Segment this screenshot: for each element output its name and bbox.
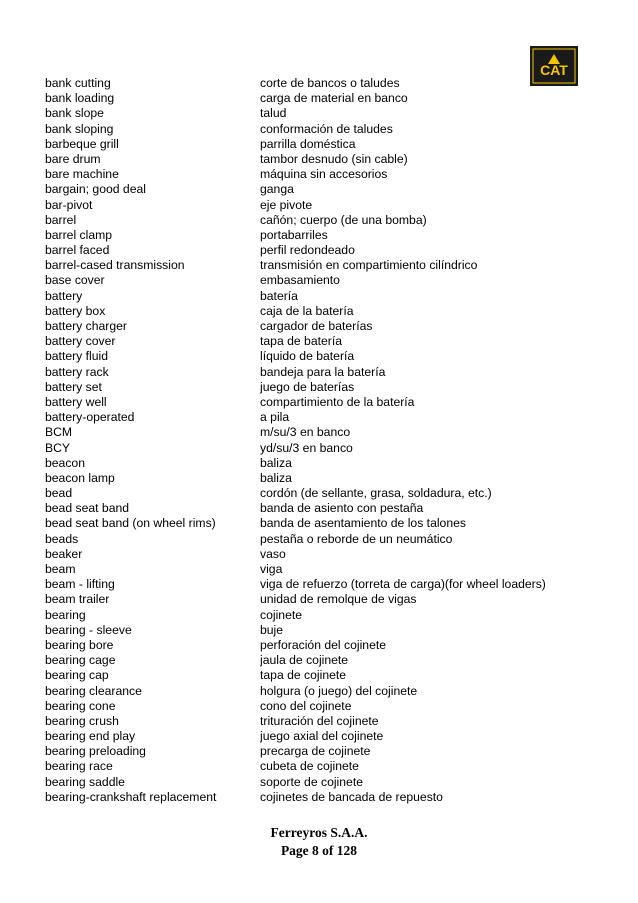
glossary-translation: cordón (de sellante, grasa, soldadura, etc.) bbox=[260, 486, 492, 501]
glossary-translation: compartimiento de la batería bbox=[260, 394, 415, 409]
glossary-term: barrel clamp bbox=[45, 227, 113, 242]
glossary-row bbox=[45, 349, 605, 364]
glossary-translation: baliza bbox=[260, 455, 292, 470]
glossary-translation: cono del cojinete bbox=[260, 698, 352, 713]
glossary-row bbox=[45, 759, 605, 774]
glossary-term: bearing cap bbox=[45, 668, 109, 683]
glossary-translation: baliza bbox=[260, 470, 292, 485]
glossary-table bbox=[45, 76, 605, 805]
glossary-term: bead bbox=[45, 486, 73, 501]
glossary-translation: tapa de batería bbox=[260, 334, 342, 349]
glossary-translation: carga de material en banco bbox=[260, 91, 408, 106]
glossary-translation: ganga bbox=[260, 182, 294, 197]
glossary-translation: pestaña o reborde de un neumático bbox=[260, 531, 453, 546]
glossary-term: bank loading bbox=[45, 91, 115, 106]
glossary-translation: perfil redondeado bbox=[260, 243, 355, 258]
glossary-term: battery box bbox=[45, 303, 106, 318]
glossary-row bbox=[45, 699, 605, 714]
glossary-translation: cubeta de cojinete bbox=[260, 759, 359, 774]
glossary-term: bargain; good deal bbox=[45, 182, 146, 197]
cat-logo-text: CAT bbox=[540, 62, 568, 78]
glossary-row bbox=[45, 425, 605, 440]
glossary-row bbox=[45, 228, 605, 243]
glossary-term: bearing preloading bbox=[45, 744, 146, 759]
glossary-translation: m/su/3 en banco bbox=[260, 425, 351, 440]
glossary-translation: perforación del cojinete bbox=[260, 637, 387, 652]
glossary-row bbox=[45, 319, 605, 334]
glossary-term: barbeque grill bbox=[45, 136, 119, 151]
glossary-term: base cover bbox=[45, 273, 105, 288]
glossary-row bbox=[45, 592, 605, 607]
glossary-translation: cañón; cuerpo (de una bomba) bbox=[260, 212, 427, 227]
glossary-row bbox=[45, 273, 605, 288]
glossary-row bbox=[45, 668, 605, 683]
glossary-translation: unidad de remolque de vigas bbox=[260, 592, 417, 607]
glossary-translation: cargador de baterías bbox=[260, 319, 373, 333]
glossary-row bbox=[45, 289, 605, 304]
footer-page-number: Page 8 of 128 bbox=[280, 843, 358, 858]
glossary-translation: eje pivote bbox=[260, 197, 313, 212]
glossary-translation: banda de asentamiento de los talones bbox=[260, 516, 466, 531]
glossary-term: battery cover bbox=[45, 334, 116, 349]
glossary-translation: vaso bbox=[260, 546, 286, 561]
glossary-translation: parrilla doméstica bbox=[260, 136, 356, 151]
glossary-row bbox=[45, 516, 605, 531]
glossary-row bbox=[45, 395, 605, 410]
glossary-translation: buje bbox=[260, 622, 284, 637]
glossary-translation: portabarriles bbox=[260, 227, 328, 242]
glossary-row bbox=[45, 122, 605, 137]
glossary-translation: corte de bancos o taludes bbox=[260, 76, 400, 90]
glossary-term: beaker bbox=[45, 546, 83, 561]
footer-company: Ferreyros S.A.A. bbox=[270, 825, 368, 840]
glossary-term: bearing bbox=[45, 607, 86, 622]
glossary-term: bead seat band (on wheel rims) bbox=[45, 516, 216, 531]
glossary-row bbox=[45, 684, 605, 699]
glossary-term: bead seat band bbox=[45, 501, 130, 516]
glossary-translation: tapa de cojinete bbox=[260, 668, 347, 683]
glossary-row bbox=[45, 456, 605, 471]
glossary-row bbox=[45, 76, 605, 91]
glossary-term: beacon bbox=[45, 455, 85, 470]
glossary-translation: caja de la batería bbox=[260, 303, 354, 318]
glossary-row bbox=[45, 608, 605, 623]
glossary-row bbox=[45, 152, 605, 167]
glossary-term: beads bbox=[45, 531, 79, 546]
glossary-row bbox=[45, 106, 605, 121]
glossary-translation: cojinete bbox=[260, 607, 303, 622]
glossary-term: bearing cage bbox=[45, 653, 116, 668]
glossary-row bbox=[45, 258, 605, 273]
glossary-term: bearing bore bbox=[45, 637, 114, 652]
glossary-term: battery rack bbox=[45, 364, 109, 379]
glossary-term: barrel bbox=[45, 212, 77, 227]
glossary-term: beam - lifting bbox=[45, 577, 115, 592]
glossary-translation: yd/su/3 en banco bbox=[260, 440, 353, 455]
glossary-term: bearing saddle bbox=[45, 774, 125, 789]
glossary-row bbox=[45, 562, 605, 577]
glossary-term: barrel-cased transmission bbox=[45, 258, 185, 273]
glossary-row bbox=[45, 182, 605, 197]
glossary-term: bank cutting bbox=[45, 76, 111, 90]
glossary-term: bare drum bbox=[45, 151, 101, 166]
glossary-row bbox=[45, 441, 605, 456]
glossary-translation: juego de baterías bbox=[260, 379, 355, 394]
glossary-translation: cojinetes de bancada de repuesto bbox=[260, 789, 443, 804]
glossary-term: battery fluid bbox=[45, 349, 109, 364]
glossary-row bbox=[45, 744, 605, 759]
glossary-term: bearing cone bbox=[45, 698, 116, 713]
glossary-term: battery set bbox=[45, 379, 102, 394]
glossary-row bbox=[45, 304, 605, 319]
glossary-row bbox=[45, 213, 605, 228]
glossary-term: barrel faced bbox=[45, 243, 110, 258]
glossary-translation: viga de refuerzo (torreta de carga)(for wheel loaders) bbox=[260, 577, 546, 592]
glossary-row bbox=[45, 501, 605, 516]
glossary-translation: líquido de batería bbox=[260, 349, 355, 364]
glossary-term: bearing crush bbox=[45, 713, 119, 728]
glossary-row bbox=[45, 547, 605, 562]
glossary-term: bearing clearance bbox=[45, 683, 142, 698]
glossary-term: bank slope bbox=[45, 106, 104, 121]
glossary-row bbox=[45, 410, 605, 425]
glossary-term: beacon lamp bbox=[45, 470, 115, 485]
glossary-row bbox=[45, 532, 605, 547]
glossary-term: BCM bbox=[45, 425, 73, 440]
glossary-translation: trituración del cojinete bbox=[260, 713, 379, 728]
glossary-term: battery well bbox=[45, 394, 107, 409]
glossary-row bbox=[45, 729, 605, 744]
glossary-translation: a pila bbox=[260, 410, 290, 425]
glossary-term: bearing - sleeve bbox=[45, 622, 132, 637]
glossary-row bbox=[45, 137, 605, 152]
glossary-row bbox=[45, 714, 605, 729]
glossary-translation: bandeja para la batería bbox=[260, 364, 386, 379]
glossary-term: bearing-crankshaft replacement bbox=[45, 789, 217, 804]
glossary-translation: máquina sin accesorios bbox=[260, 167, 388, 182]
glossary-term: bank sloping bbox=[45, 121, 114, 136]
glossary-translation: juego axial del cojinete bbox=[260, 729, 384, 744]
glossary-row bbox=[45, 380, 605, 395]
glossary-translation: embasamiento bbox=[260, 273, 340, 288]
glossary-row bbox=[45, 91, 605, 106]
glossary-translation: soporte de cojinete bbox=[260, 774, 363, 789]
glossary-row bbox=[45, 653, 605, 668]
glossary-term: beam trailer bbox=[45, 592, 110, 607]
glossary-term: battery bbox=[45, 288, 83, 303]
glossary-translation: jaula de cojinete bbox=[260, 653, 349, 668]
glossary-term: beam bbox=[45, 562, 76, 576]
glossary-translation: banda de asiento con pestaña bbox=[260, 501, 424, 516]
glossary-translation: conformación de taludes bbox=[260, 121, 393, 136]
glossary-translation: precarga de cojinete bbox=[260, 744, 371, 759]
page-footer bbox=[0, 824, 638, 860]
glossary-translation: tambor desnudo (sin cable) bbox=[260, 151, 408, 166]
glossary-term: battery charger bbox=[45, 319, 127, 333]
glossary-row bbox=[45, 243, 605, 258]
glossary-translation: transmisión en compartimiento cilíndrico bbox=[260, 258, 478, 273]
glossary-row bbox=[45, 486, 605, 501]
glossary-row bbox=[45, 365, 605, 380]
glossary-row bbox=[45, 638, 605, 653]
glossary-row bbox=[45, 167, 605, 182]
glossary-translation: holgura (o juego) del cojinete bbox=[260, 683, 418, 698]
glossary-term: battery-operated bbox=[45, 410, 135, 425]
glossary-translation: viga bbox=[260, 562, 283, 576]
glossary-row bbox=[45, 577, 605, 592]
glossary-term: bar-pivot bbox=[45, 197, 93, 212]
glossary-term: bearing race bbox=[45, 759, 113, 774]
glossary-translation: talud bbox=[260, 106, 287, 121]
glossary-row bbox=[45, 198, 605, 213]
glossary-row bbox=[45, 775, 605, 790]
glossary-term: bearing end play bbox=[45, 729, 136, 744]
glossary-term: bare machine bbox=[45, 167, 119, 182]
glossary-row bbox=[45, 471, 605, 486]
glossary-row bbox=[45, 790, 605, 805]
glossary-term: BCY bbox=[45, 440, 71, 455]
glossary-translation: batería bbox=[260, 288, 298, 303]
glossary-row bbox=[45, 623, 605, 638]
glossary-row bbox=[45, 334, 605, 349]
